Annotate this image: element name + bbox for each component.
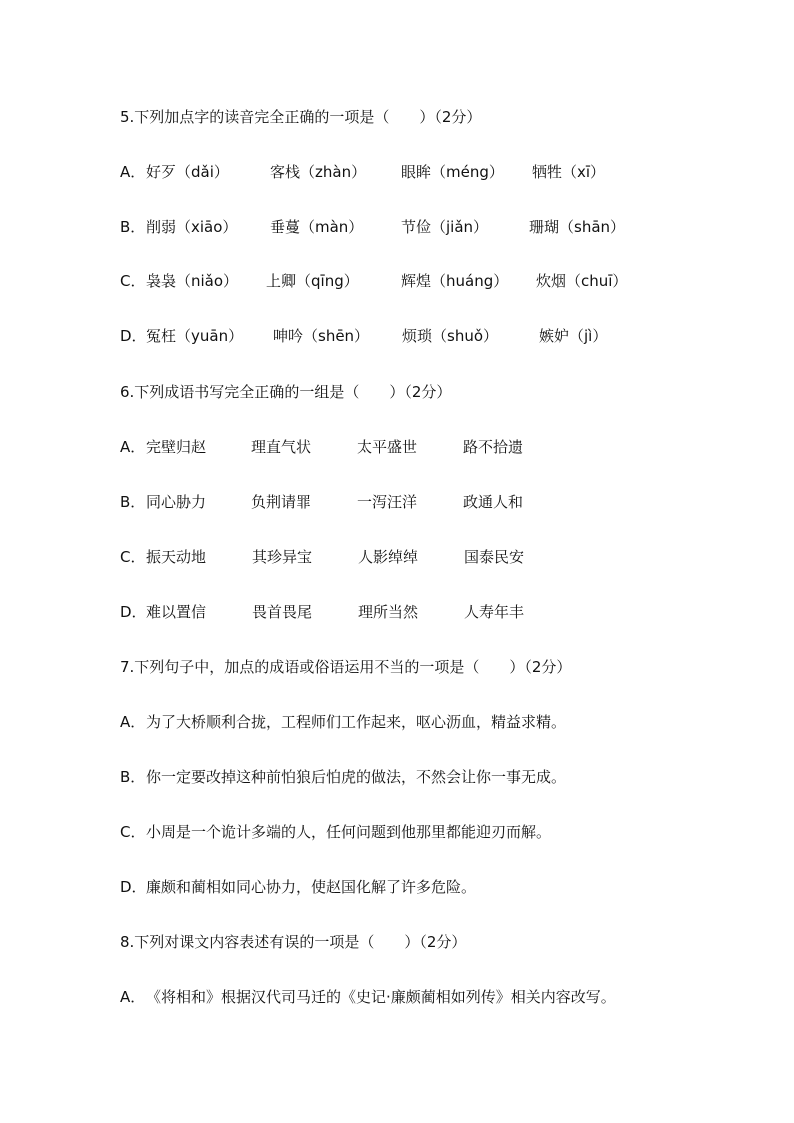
q6-option-c	[120, 547, 720, 567]
q8-stem: 8.下列对课文内容表述有误的一项是（ ）（2分）	[120, 933, 467, 951]
option-item: 难以置信	[146, 603, 207, 621]
option-item: 嫉妒（jì）	[539, 327, 608, 345]
option-text: 小周是一个诡计多端的人，任何问题到他那里都能迎刃而解。	[146, 823, 552, 841]
option-item: 理所当然	[358, 603, 419, 621]
option-item: 节俭（jiǎn）	[401, 218, 489, 236]
q5-stem: 5.下列加点字的读音完全正确的一项是（ ）（2分）	[120, 108, 482, 126]
option-item: 削弱（xiāo）	[146, 218, 238, 236]
option-item: 冤枉（yuān）	[146, 327, 244, 345]
option-item: 畏首畏尾	[252, 603, 313, 621]
option-item: 客栈（zhàn）	[270, 163, 367, 181]
option-item: 垂蔓（màn）	[270, 218, 364, 236]
option-label: D．	[120, 327, 147, 345]
option-label: C．	[120, 272, 146, 290]
option-label: A．	[120, 713, 146, 731]
option-item: 眼眸（méng）	[401, 163, 504, 181]
q5-option-a	[120, 162, 720, 182]
option-label: D．	[120, 603, 147, 621]
q6-option-d	[120, 602, 720, 622]
option-item: 振天动地	[146, 548, 207, 566]
q8-option-a	[120, 987, 760, 1007]
q5-option-c	[120, 271, 720, 291]
q7-option-c	[120, 822, 720, 842]
option-item: 烦琐（shuǒ）	[402, 327, 499, 345]
option-item: 辉煌（huáng）	[401, 272, 509, 290]
option-item: 炊烟（chuī）	[536, 272, 628, 290]
option-label: A．	[120, 163, 146, 181]
option-item: 上卿（qīng）	[266, 272, 359, 290]
option-item: 路不拾遗	[463, 438, 524, 456]
option-text: 你一定要改掉这种前怕狼后怕虎的做法，不然会让你一事无成。	[146, 768, 567, 786]
q7-option-d	[120, 877, 720, 897]
option-item: 国泰民安	[464, 548, 525, 566]
option-item: 理直气状	[251, 438, 312, 456]
q6-stem: 6.下列成语书写完全正确的一组是（ ）（2分）	[120, 383, 452, 401]
option-item: 完壁归赵	[146, 438, 207, 456]
option-label: A．	[120, 988, 146, 1006]
option-item: 其珍异宝	[252, 548, 313, 566]
option-label: C．	[120, 823, 146, 841]
q7-stem: 7.下列句子中，加点的成语或俗语运用不当的一项是（ ）（2分）	[120, 658, 572, 676]
option-item: 袅袅（niǎo）	[146, 272, 239, 290]
option-item: 好歹（dǎi）	[146, 163, 229, 181]
option-text: 廉颇和蔺相如同心协力，使赵国化解了许多危险。	[146, 878, 477, 896]
option-item: 呻吟（shēn）	[273, 327, 370, 345]
q6-option-b	[120, 492, 720, 512]
option-label: B．	[120, 768, 146, 786]
option-item: 人寿年丰	[464, 603, 525, 621]
option-item: 牺牲（xī）	[532, 163, 606, 181]
option-label: B．	[120, 218, 146, 236]
option-item: 同心胁力	[146, 493, 207, 511]
option-item: 太平盛世	[357, 438, 418, 456]
q5-option-d	[120, 326, 720, 346]
option-text: 为了大桥顺利合拢，工程师们工作起来，呕心沥血，精益求精。	[146, 713, 567, 731]
option-label: B．	[120, 493, 146, 511]
option-label: C．	[120, 548, 146, 566]
q7-option-b	[120, 767, 720, 787]
option-item: 珊瑚（shān）	[529, 218, 626, 236]
option-item: 人影绰绰	[358, 548, 419, 566]
option-item: 政通人和	[463, 493, 524, 511]
option-text: 《将相和》根据汉代司马迁的《史记·廉颇蔺相如列传》相关内容改写。	[146, 988, 616, 1006]
option-item: 负荆请罪	[251, 493, 312, 511]
q7-option-a	[120, 712, 720, 732]
q6-option-a	[120, 437, 720, 457]
option-label: A．	[120, 438, 146, 456]
q5-option-b	[120, 217, 720, 237]
option-item: 一泻汪洋	[357, 493, 418, 511]
option-label: D．	[120, 878, 147, 896]
